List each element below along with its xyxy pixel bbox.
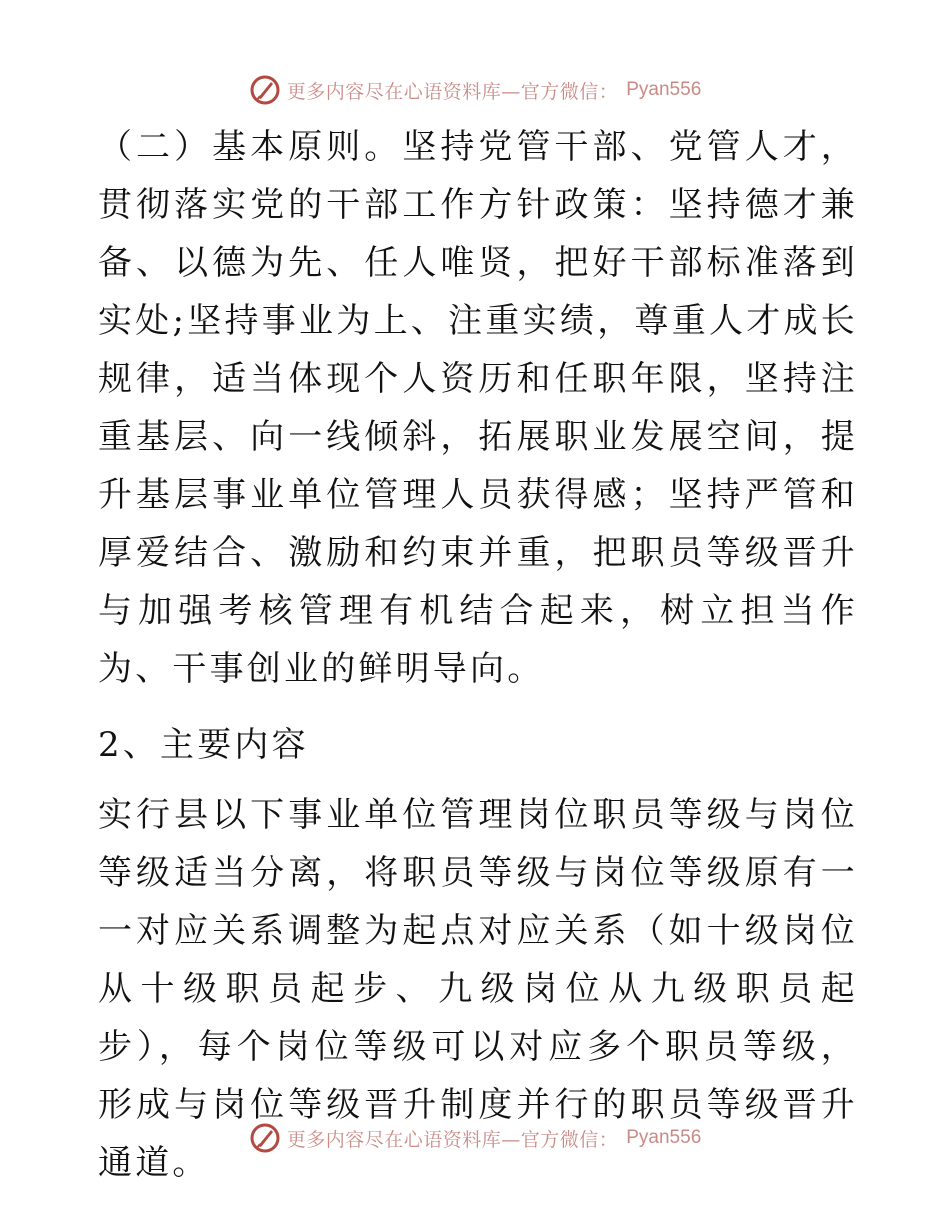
- document-body: [98, 118, 858, 1192]
- section-heading: 2、主要内容: [98, 725, 309, 765]
- watermark-brand-footer: [249, 1122, 702, 1154]
- watermark-id: Pyan556: [626, 79, 702, 100]
- quill-logo-icon: [249, 74, 281, 106]
- watermark-text-footer: 更多内容尽在心语资料库—官方微信：: [286, 1128, 619, 1151]
- content-paragraph: 实行县以下事业单位管理岗位职员等级与岗位等级适当分离，将职员等级与岗位等级原有一一对应关系调整为起点对应关系（如十级岗位从十级职员起步、九级岗位从九级职员起步），每个岗位等级可以对应多个职员等级，形成与岗位等级晋升制度并行的职员等级晋升通道。: [98, 795, 858, 1183]
- footer-watermark: [0, 1118, 950, 1158]
- header-watermark: [0, 70, 950, 110]
- watermark-brand: [249, 74, 702, 106]
- watermark-text: 更多内容尽在心语资料库—官方微信：: [286, 80, 619, 103]
- quill-logo-icon: [249, 1122, 281, 1154]
- watermark-id-footer: Pyan556: [626, 1127, 702, 1148]
- principles-paragraph: （二）基本原则。坚持党管干部、党管人才，贯彻落实党的干部工作方针政策：坚持德才兼备、以德为先、任人唯贤，把好干部标准落到实处;坚持事业为上、注重实绩，尊重人才成长规律，适当体现个人资历和任职年限，坚持注重基层、向一线倾斜，拓展职业发展空间，提升基层事业单位管理人员获得感；坚持严管和厚爱结合、激励和约束并重，把职员等级晋升与加强考核管理有机结合起来，树立担当作为、干事创业的鲜明导向。: [98, 127, 858, 689]
